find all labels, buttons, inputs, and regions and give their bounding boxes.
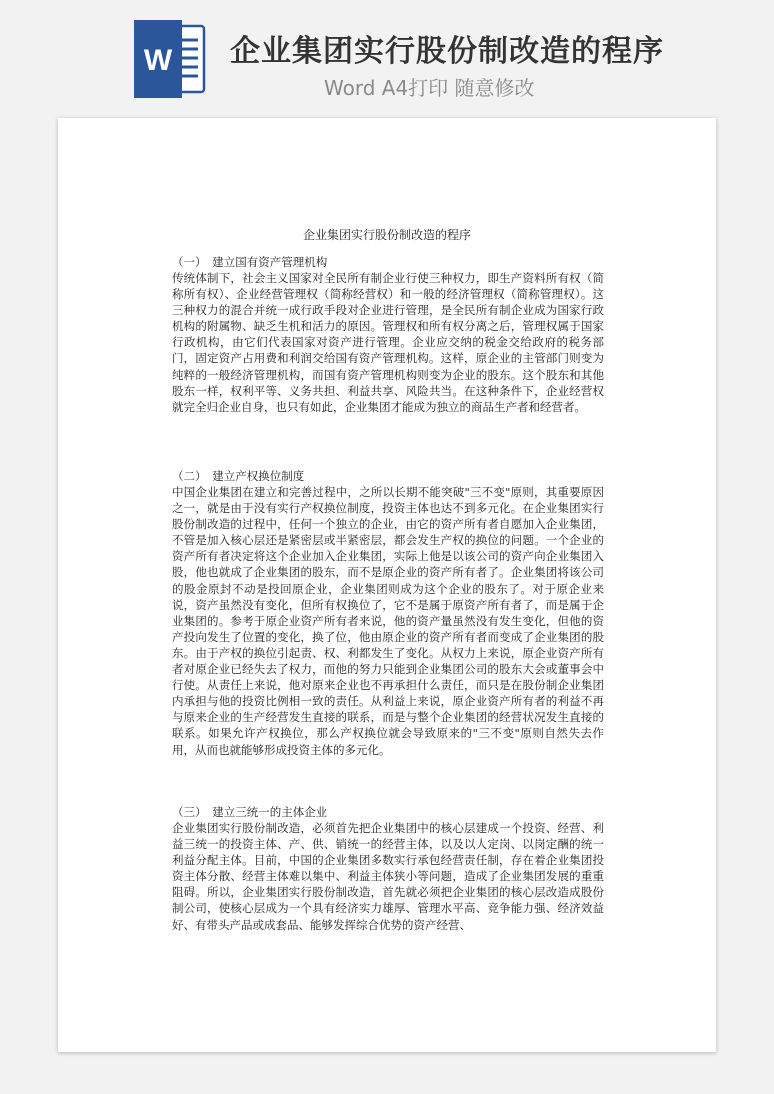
- word-logo-icon: [134, 20, 206, 98]
- section-1: [172, 254, 604, 415]
- section-heading: （三） 建立三统一的主体企业: [172, 805, 328, 819]
- page-title: 企业集团实行股份制改造的程序: [230, 34, 664, 69]
- document-page: [58, 118, 716, 1052]
- section-body: 传统体制下，社会主义国家对全民所有制企业行使三种权力，即生产资料所有权（简称所有权）、企业经营管理权（简称经营权）和一般的经济管理权（简称管理权）。这三种权力的混合并统一成行政手段对企业进行管理，是全民所有制企业成为国家行政机构的附属物、缺乏生机和活力的原因。管理权和所有权分离之后，管理权属于国家行政机构，由它们代表国家对资产进行管理。企业应交纳的税金交给政府的税务部门，固定资产占用费和利润交给国有资产管理机构。这样，原企业的主管部门则变为纯粹的一般经济管理机构，而国有资产管理机构则变为企业的股东。这个股东和其他股东一样，权利平等、义务共担、利益共享、风险共当。在这种条件下，企业经营权就完全归企业自身，也只有如此，企业集团才能成为独立的商品生产者和经营者。: [172, 271, 604, 414]
- page-subtitle: Word A4打印 随意修改: [324, 76, 535, 100]
- section-body: 中国企业集团在建立和完善过程中，之所以长期不能突破"三不变"原则，其重要原因之一，就是由于没有实行产权换位制度，投资主体也达不到多元化。在企业集团实行股份制改造的过程中，任何一个独立的企业，由它的资产所有者自愿加入企业集团，不管是加入核心层还是紧密层或半紧密层，都会发生产权的换位的问题。一个企业的资产所有者决定将这个企业加入企业集团，实际上他是以该公司的资产向企业集团入股，他也就成了企业集团的股东，而不是原企业的资产所有者了。企业集团将该公司的股金原封不动是投回原企业，企业集团则成为这个企业的股东了。对于原企业来说，资产虽然没有变化，但所有权换位了，它不是属于原资产所有者了，而是属于企业集团的。参考于原企业资产所有者来说，他的资产量虽然没有发生变化，但他的资产投向发生了位置的变化，换了位，他由原企业的资产所有者而变成了企业集团的股东。由于产权的换位引起责、权、利都发生了变化。从权力上来说，原企业资产所有者对原企业已经失去了权力，而他的努力只能到企业集团公司的股东大会或董事会中行使。从责任上来说，他对原来企业也不再承担什么责任，而只是在股份制企业集团内承担与他的投资比例相一致的责任。从利益上来说，原企业资产所有者的利益不再与原来企业的生产经营发生直接的联系，而是与整个企业集团的经营状况发生直接的联系。如果允许产权换位，那么产权换位就会导致原来的"三不变"原则自然失去作用，从而也就能够形成投资主体的多元化。: [172, 485, 604, 757]
- section-3: [172, 804, 604, 933]
- svg-text:W: W: [143, 44, 173, 77]
- section-heading: （一） 建立国有资产管理机构: [172, 255, 328, 269]
- header: [0, 0, 774, 110]
- section-body: 企业集团实行股份制改造，必须首先把企业集团中的核心层建成一个投资、经营、利益三统一的投资主体、产、供、销统一的经营主体，以及以人定岗、以岗定酬的统一利益分配主体。目前，中国的企业集团多数实行承包经营责任制，存在着企业集团投资主体分散、经营主体难以集中、利益主体狭小等问题，造成了企业集团发展的重重阻碍。所以，企业集团实行股份制改造，首先就必须把企业集团的核心层改造成股份制公司，使核心层成为一个具有经济实力雄厚、管理水平高、竞争能力强、经济效益好、有带头产品或成套品、能够发挥综合优势的资产经营、: [172, 821, 604, 932]
- section-heading: （二） 建立产权换位制度: [172, 469, 305, 483]
- section-2: [172, 468, 604, 758]
- document-title: 企业集团实行股份制改造的程序: [302, 228, 471, 242]
